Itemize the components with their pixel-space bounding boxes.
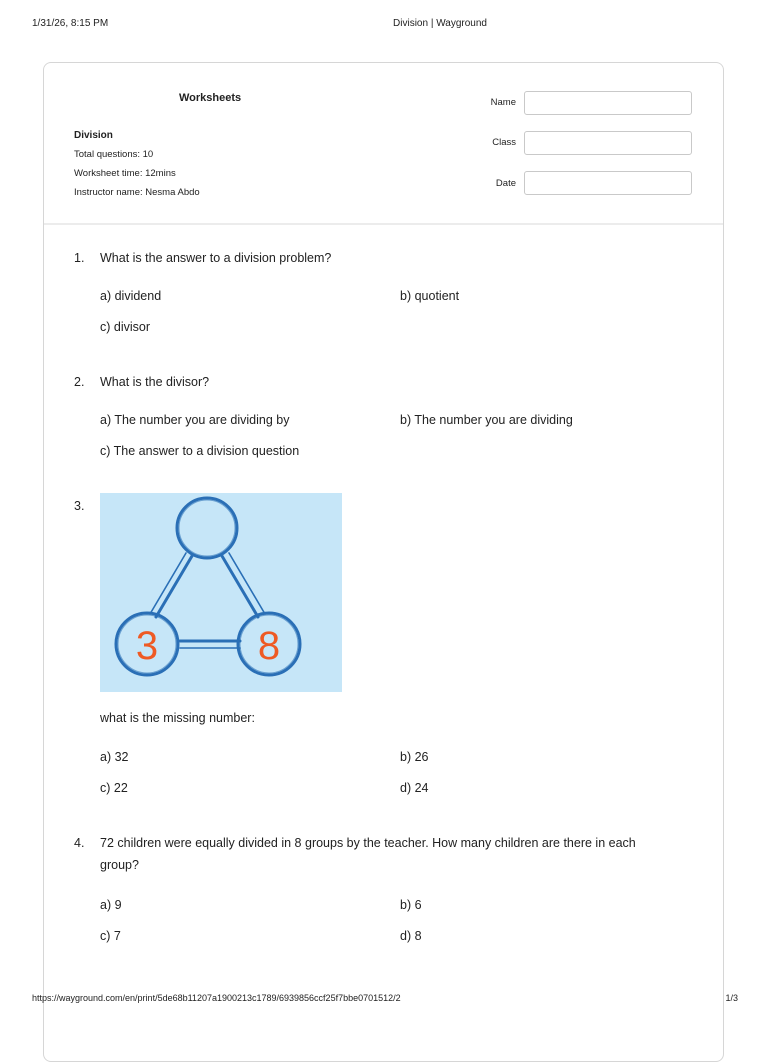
q3-option-c: c) 22 bbox=[100, 781, 128, 795]
q1-option-c: c) divisor bbox=[100, 320, 151, 334]
q3-option-d: d) 24 bbox=[400, 781, 429, 795]
q2-option-b: b) The number you are dividing bbox=[400, 413, 573, 427]
question-number: 1. bbox=[74, 251, 85, 265]
question-text: What is the divisor? bbox=[100, 375, 210, 389]
print-header bbox=[0, 18, 768, 34]
date-field[interactable] bbox=[524, 171, 692, 195]
print-page-number: 1/3 bbox=[725, 993, 738, 1003]
question-number: 3. bbox=[74, 499, 85, 513]
class-field[interactable] bbox=[524, 131, 692, 155]
left-circle-number: 3 bbox=[135, 624, 159, 668]
q4-option-b: b) 6 bbox=[400, 898, 422, 912]
worksheet-info-panel bbox=[44, 63, 723, 225]
instructor-name: Instructor name: Nesma Abdo bbox=[74, 187, 200, 198]
q1-option-b: b) quotient bbox=[400, 289, 460, 303]
number-triangle-diagram bbox=[100, 493, 342, 692]
name-label: Name bbox=[490, 97, 516, 108]
q4-option-c: c) 7 bbox=[100, 929, 121, 943]
q2-option-c: c) The answer to a division question bbox=[100, 444, 300, 458]
q3-option-a: a) 32 bbox=[100, 750, 129, 764]
number-triangle-image bbox=[100, 493, 342, 692]
worksheet-title: Division bbox=[74, 130, 113, 141]
q2-option-a: a) The number you are dividing by bbox=[100, 413, 290, 427]
question-number: 4. bbox=[74, 836, 85, 850]
question-number: 2. bbox=[74, 375, 85, 389]
q3-prompt: what is the missing number: bbox=[100, 711, 255, 725]
class-label: Class bbox=[492, 137, 516, 148]
question-text: 72 children were equally divided in 8 groups by the teacher. How many children are there in each group? bbox=[100, 836, 636, 872]
print-url: https://wayground.com/en/print/5de68b11207a1900213c1789/6939856ccf25f7bbe0701512/2 bbox=[32, 993, 401, 1003]
worksheet-time: Worksheet time: 12mins bbox=[74, 168, 176, 179]
q3-option-b: b) 26 bbox=[400, 750, 429, 764]
worksheets-heading: Worksheets bbox=[179, 92, 242, 104]
date-label: Date bbox=[495, 178, 516, 189]
print-datetime: 1/31/26, 8:15 PM bbox=[32, 18, 109, 29]
print-page-title: Division | Wayground bbox=[393, 18, 487, 29]
q1-option-a: a) dividend bbox=[100, 289, 162, 303]
question-text: What is the answer to a division problem? bbox=[100, 251, 332, 265]
total-questions: Total questions: 10 bbox=[74, 149, 154, 160]
q4-option-a: a) 9 bbox=[100, 898, 122, 912]
right-circle-number: 8 bbox=[257, 624, 281, 668]
name-field[interactable] bbox=[524, 91, 692, 115]
worksheet-meta bbox=[74, 126, 200, 202]
q4-option-d: d) 8 bbox=[400, 929, 422, 943]
worksheet-card bbox=[43, 62, 724, 1062]
